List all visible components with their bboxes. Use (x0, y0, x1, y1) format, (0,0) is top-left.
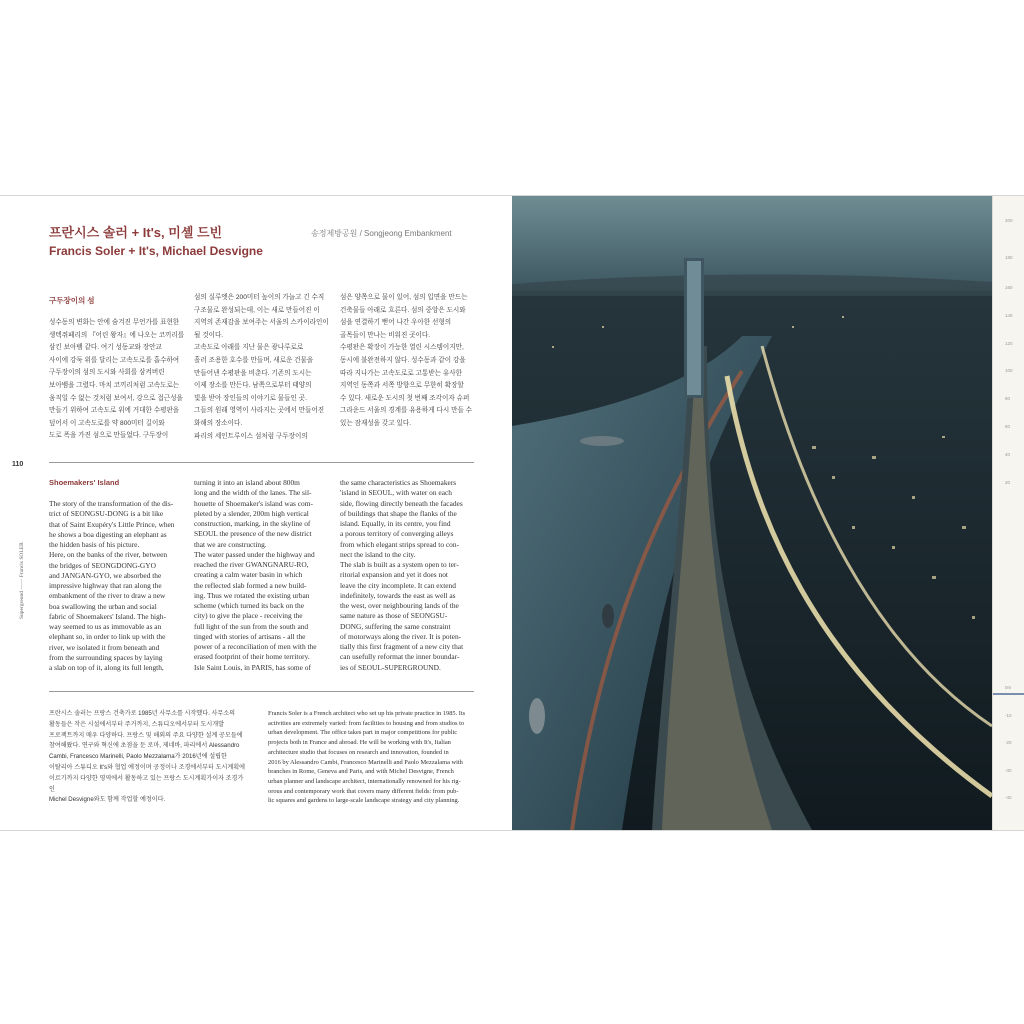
title-english: Francis Soler + It's, Michael Desvigne (49, 244, 263, 258)
bio-korean: 프란시스 솔러는 프랑스 건축가로 1985년 사무소를 시작했다. 사무소의 활동들은 작은 시설에서부터 주거까지, 스튜디오에서부터 도시개발 프로젝트까지 매우 다양하다. 프랑스 및 해외의 주요 다양한 설계 공모들에 참여해왔다. 연구와 혁신에 초점을 둔 로마, 제네바, 파리에서 Alessandro Cambi, Francesco Marinelli, Paolo Mezzalama가 2016년에 설립한 이탈리아 스튜디오 It's와 협업 예정이며 공정이나 조경에서부터 도시계획에 이르기까지 다양한 영역에서 활동하고 있는 프랑스 도시계획가이자 조경가인 Michel Desvigne와도 함께 작업할 예정이다. (49, 710, 246, 804)
left-page (0, 196, 512, 830)
right-page (512, 196, 1024, 830)
english-heading: Shoemakers' Island (49, 478, 120, 487)
korean-column-2: 섬의 실루엣은 200미터 높이의 가늘고 긴 수직 구조물로 완성되는데, 이는 새로 만들어진 이 지역의 존재감을 보여주는 서울의 스카이라인이 될 것이다. 고속도로 아래를 지난 물은 광나루로로 흘러 조용한 호수를 만들며, 새로운 건물을 만들어낸 수평판을 비춘다. 기존의 도시는 이제 장소를 만든다. 남쪽으로부터 태양의 빛을 받아 장인들의 이야기로 물들인 곳. 그들의 원래 영역이 사라지는 곳에서 만들어진 화해의 장소이다. 파리의 세인트루이스 섬처럼 구두장이의 (194, 294, 329, 440)
ground-level-marker (993, 693, 1024, 695)
side-running-head (12, 461, 26, 621)
running-head: Supergreund —— Francis SOLER (19, 542, 25, 619)
title-korean: 프란시스 솔러 + It's, 미셸 드빈 (49, 225, 223, 240)
aerial-rendering-image (512, 196, 992, 830)
location-label: 송정제방공원 / Songjeong Embankment (311, 229, 452, 238)
depth-ruler: 200 180 160 140 120 100 80 60 40 20 0m -10 -20 -30 -40 (992, 196, 1024, 830)
korean-column-1: 성수동의 변화는 안에 숨겨진 무언가를 표현한 생텍쥐페리의 『어린 왕자』에 나오는 코끼리를 삼킨 보아뱀 같다. 여기 성동교와 장안교 사이에 강둑 위를 달리는 고속도로를 흡수하여 구두장이의 섬의 도시와 사회를 삼켜버린 보아뱀을 그렸다. 마치 코끼리처럼 고속도로는 움직일 수 없는 것처럼 보여서, 강으로 접근성을 만들기 위하여 고속도로 위에 거대한 수평판을 덮어서 이 고속도로를 약 800미터 길이와 도로 폭을 가진 섬으로 만들었다. 구두장이 (49, 319, 185, 440)
korean-heading: 구두장이의 섬 (49, 296, 95, 305)
bio-divider (49, 691, 474, 692)
book-spread (0, 195, 1024, 831)
english-column-3: the same characteristics as Shoemakers 'island in SEOUL, with water on each side, flowing directly beneath the facades of buildings that shape the flanks of the island. Equally, in its centre, you find a porous territory of converging alleys from which elegant strips spread to con- nect the island to the city. The slab is built as a system open to ter- ritorial expansion and yet it does not leave the city incomplete. It can extend indefinitely, towards the east as well as the west, over neighbouring lands of the same nature as those of SEONGSU- DONG, suffering the same constraint of motorways along the river. It is poten- tially this first fragment of a new city that can usefully reformat the inner boundar- ies of SEOUL-SUPERGROUND. (340, 478, 464, 672)
section-divider (49, 462, 474, 463)
page-number: 110 (12, 461, 24, 468)
english-column-1: The story of the transformation of the dis- trict of SEONGSU-DONG is a bit like that of Saint Exupéry's Little Prince, when he shows a boa digesting an elephant as the hidden basis of his picture. Here, on the banks of the river, between the bridges of SEONGDONG-GYO and JANGAN-GYO, we absorbed the impressive highway that ran along the embankment of the river to draw a new boa swallowing the urban and social fabric of Shoemakers' Island. The high- way seemed to us as immovable as an elephant so, in order to link up with the river, we isolated it from beneath and from the surrounding spaces by laying a slab on top of it, along its full length, (49, 499, 175, 672)
english-column-2: turning it into an island about 800m long and the width of the lanes. The sil- houette of Shoemaker's island was com- pleted by a slender, 200m high vertical construction, marking, in the skyline of SEOUL the presence of the new district that we are constructing. The water passed under the highway and reached the river GWANGNARU-RO, creating a calm water basin in which the reflected slab formed a new build- ing. Thus we rotated the existing urban scheme (which turned its back on the city) to give the place - receiving the full light of the sun from the south and tinged with stories of artisans - all the power of a reconciliation of men with the erased footprint of their home territory. Isle Saint Louis, in PARIS, has some of (194, 478, 317, 672)
bio-english: Francis Soler is a French architect who set up his private practice in 1985. Its activities are extremely varied: from facilities to housing and from studios to urban development. The office takes part in major competitions for public projects both in France and abroad. He will be working with It's, Italian architecture studio that focuses on research and innovation, founded in 2016 by Alessandro Cambi, Francesco Marinelli and Paolo Mezzalama with branches in Rome, Geneva and Paris, and with Michel Desvigne, French urban planner and landscape architect, internationally renowned for his rig- orous and contemporary work that covers many different fields: from pub- lic squares and gardens to large-scale landscape strategy and city planning. (268, 710, 466, 805)
korean-column-3: 섬은 양쪽으로 물이 있어, 섬의 입면을 만드는 건축물들 아래로 흐른다. 섬의 중앙은 도시와 섬을 연결하기 뻗어 나간 우아한 선형의 골목들이 만나는 비워진 곳이다. 수평판은 확장이 가능한 열린 시스템이지만, 동시에 불완전하지 않다. 성수동과 같이 강을 따라 지나가는 고속도로로 고통받는 유사한 지역인 동쪽과 서쪽 방향으로 무한히 확장할 수 있다. 새로운 도시의 첫 번째 조각이자 슈퍼 그라운드 서울의 경계를 유용하게 다시 만들 수 있는 잠재성을 갖고 있다. (340, 294, 473, 427)
